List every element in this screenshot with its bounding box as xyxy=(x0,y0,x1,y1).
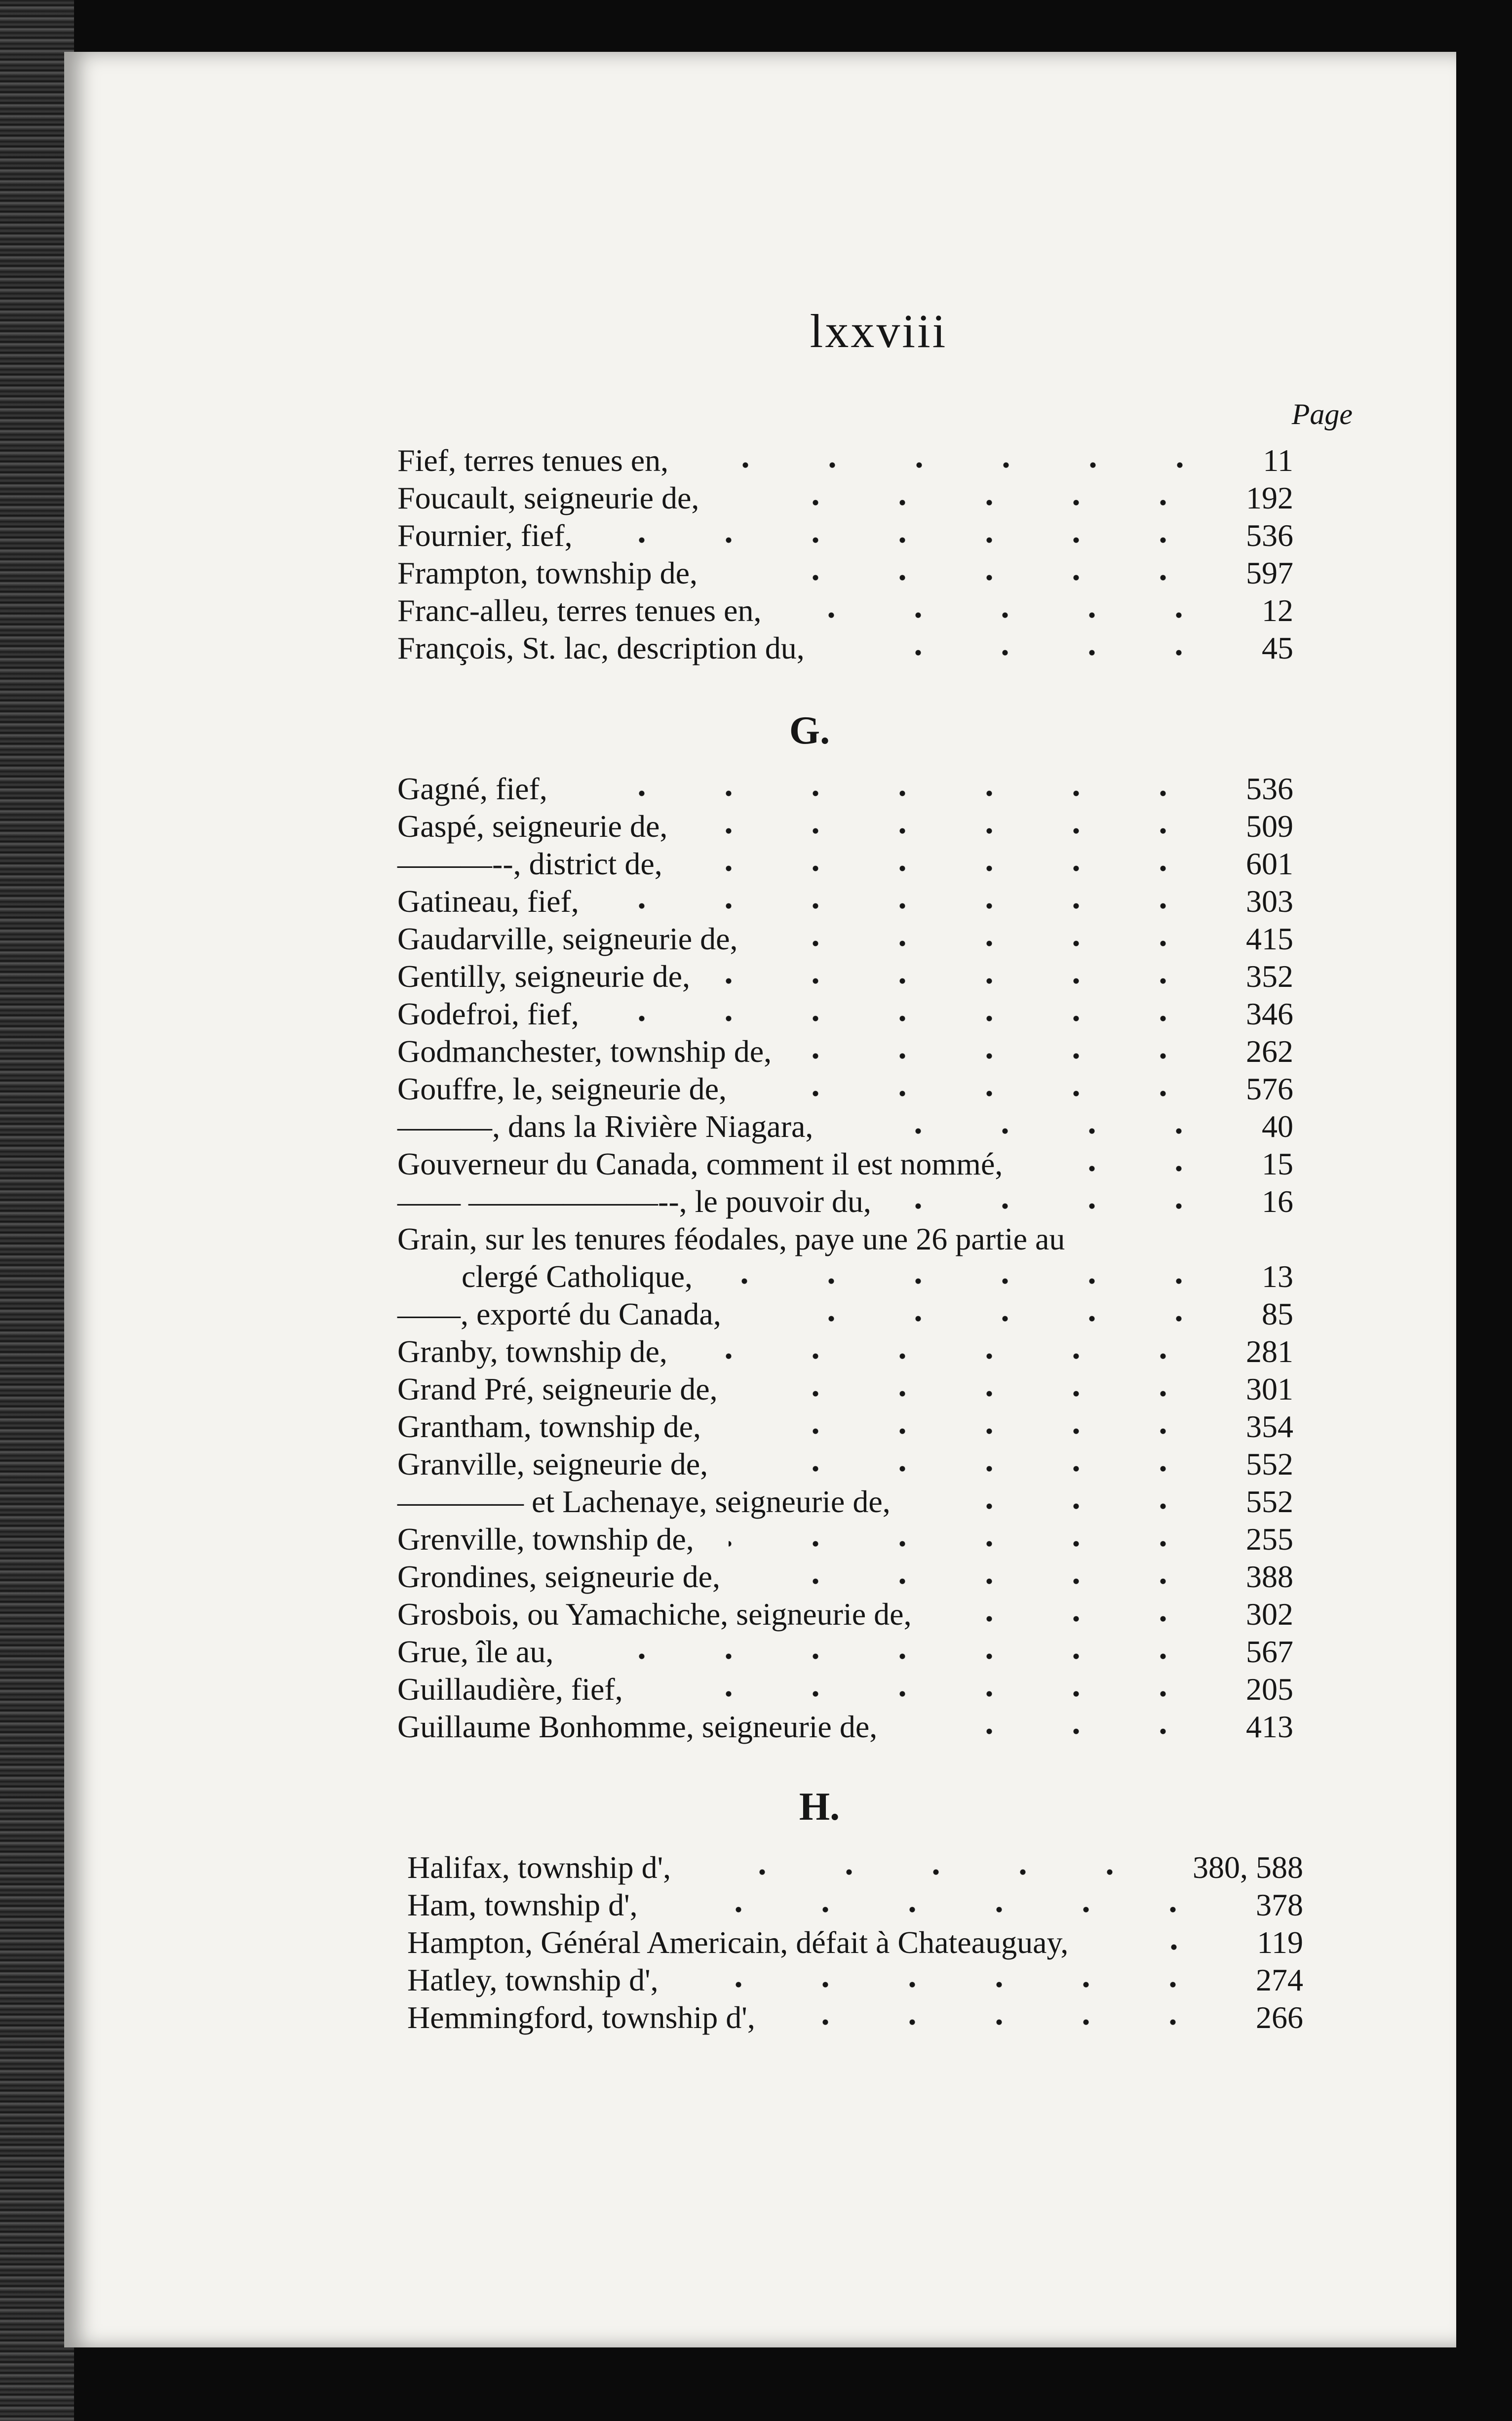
page-reference: 597 xyxy=(1246,555,1293,590)
dot-leader xyxy=(848,1108,1222,1145)
index-entry xyxy=(397,554,1293,592)
dot-leader xyxy=(755,1558,1206,1596)
index-entry xyxy=(397,1033,1293,1070)
dot-leader xyxy=(912,1708,1206,1746)
dot-leader xyxy=(614,883,1206,920)
index-entry xyxy=(397,1633,1293,1671)
index-entry xyxy=(397,1333,1293,1370)
entry-heading: Fournier, fief, xyxy=(397,518,573,553)
index-entry xyxy=(397,770,1293,808)
index-entry xyxy=(397,1671,1293,1708)
dot-leader xyxy=(614,995,1206,1033)
dot-leader xyxy=(607,517,1206,554)
page-reference: 388 xyxy=(1246,1559,1293,1594)
entry-heading: ———— et Lachenaye, seigneurie de, xyxy=(397,1484,891,1519)
index-section-h xyxy=(407,1849,1303,2036)
index-section-g xyxy=(397,770,1293,1746)
entry-heading: Guillaume Bonhomme, seigneurie de, xyxy=(397,1709,878,1744)
dot-leader xyxy=(756,1295,1222,1333)
page-reference: 302 xyxy=(1246,1597,1293,1632)
entry-heading: Ham, township d', xyxy=(407,1887,638,1922)
page-reference: 380, 588 xyxy=(1193,1850,1303,1885)
page-column-label: Page xyxy=(1291,398,1353,430)
entry-heading: Grantham, township de, xyxy=(397,1409,701,1444)
entry-heading: Gaspé, seigneurie de, xyxy=(397,809,668,844)
page-reference: 13 xyxy=(1262,1259,1293,1294)
index-entry xyxy=(397,1183,1293,1220)
entry-heading: Grondines, seigneurie de, xyxy=(397,1559,721,1594)
index-entry xyxy=(397,1483,1293,1521)
index-entry xyxy=(397,1558,1293,1596)
page-reference: 354 xyxy=(1246,1409,1293,1444)
entry-heading: Godefroi, fief, xyxy=(397,996,579,1031)
page-reference: 40 xyxy=(1262,1109,1293,1144)
dot-leader xyxy=(732,554,1206,592)
page-reference: 509 xyxy=(1246,809,1293,844)
entry-heading: Gentilly, seigneurie de, xyxy=(397,959,690,994)
entry-heading: Foucault, seigneurie de, xyxy=(397,480,699,515)
page-reference: 352 xyxy=(1246,959,1293,994)
entry-heading: Granby, township de, xyxy=(397,1334,667,1369)
page-reference: 301 xyxy=(1246,1371,1293,1406)
dot-leader xyxy=(588,1633,1206,1671)
entry-heading: Gouffre, le, seigneurie de, xyxy=(397,1071,727,1106)
page-reference: 274 xyxy=(1256,1962,1303,1997)
dot-leader xyxy=(702,1333,1206,1370)
page-reference: 536 xyxy=(1246,771,1293,806)
entry-heading: ——, exporté du Canada, xyxy=(397,1296,721,1331)
entry-heading: Hatley, township d', xyxy=(407,1962,659,1997)
page-reference: 415 xyxy=(1246,921,1293,956)
page-reference: 85 xyxy=(1262,1296,1293,1331)
index-entry xyxy=(397,479,1293,517)
entry-heading: Gouverneur du Canada, comment il est nommé, xyxy=(397,1146,1003,1181)
page-reference: 192 xyxy=(1246,480,1293,515)
dot-leader xyxy=(906,1183,1222,1220)
page-reference: 346 xyxy=(1246,996,1293,1031)
book-page xyxy=(64,52,1456,2347)
dot-leader xyxy=(697,845,1206,883)
entry-heading: Hemmingford, township d', xyxy=(407,2000,755,2035)
entry-heading: Halifax, township d', xyxy=(407,1850,671,1885)
index-entry xyxy=(397,1220,1293,1295)
page-reference: 16 xyxy=(1262,1184,1293,1219)
index-entry xyxy=(397,517,1293,554)
section-letter-h: H. xyxy=(799,1785,840,1829)
index-entry xyxy=(397,1108,1293,1145)
index-entry xyxy=(397,920,1293,958)
page-reference: 266 xyxy=(1256,2000,1303,2035)
dot-leader xyxy=(705,1849,1153,1886)
dot-leader xyxy=(773,920,1206,958)
dot-leader xyxy=(742,1445,1206,1483)
entry-heading: Guillaudière, fief, xyxy=(397,1672,623,1707)
page-reference: 552 xyxy=(1246,1446,1293,1482)
entry-heading: Grosbois, ou Yamachiche, seigneurie de, xyxy=(397,1597,912,1632)
index-entry xyxy=(397,883,1293,920)
index-entry xyxy=(397,592,1293,629)
entry-heading: Granville, seigneurie de, xyxy=(397,1446,708,1482)
index-entry xyxy=(397,1070,1293,1108)
index-entry xyxy=(397,808,1293,845)
entry-heading: Grand Pré, seigneurie de, xyxy=(397,1371,718,1406)
index-entry xyxy=(397,1295,1293,1333)
dot-leader xyxy=(761,1070,1206,1108)
page-reference: 205 xyxy=(1246,1672,1293,1707)
dot-leader xyxy=(946,1596,1206,1633)
page-reference: 552 xyxy=(1246,1484,1293,1519)
page-number: lxxviii xyxy=(810,305,948,357)
entry-heading: Gagné, fief, xyxy=(397,771,547,806)
index-entry xyxy=(397,1596,1293,1633)
page-reference: 601 xyxy=(1246,846,1293,881)
dot-leader xyxy=(839,629,1222,667)
dot-leader xyxy=(796,592,1222,629)
dot-leader xyxy=(703,442,1223,479)
page-reference: 281 xyxy=(1246,1334,1293,1369)
dot-leader xyxy=(1037,1145,1222,1183)
page-reference: 45 xyxy=(1262,630,1293,665)
page-reference: 119 xyxy=(1257,1925,1303,1960)
entry-continuation: clergé Catholique, xyxy=(462,1259,693,1294)
entry-heading: —— ——————--, le pouvoir du, xyxy=(397,1184,871,1219)
dot-leader xyxy=(734,479,1206,517)
index-entry xyxy=(397,1708,1293,1746)
page-reference: 262 xyxy=(1246,1034,1293,1069)
page-reference: 303 xyxy=(1246,884,1293,919)
index-entry xyxy=(397,1408,1293,1445)
page-reference: 378 xyxy=(1256,1887,1303,1922)
index-entry xyxy=(407,1924,1303,1961)
page-reference: 536 xyxy=(1246,518,1293,553)
entry-heading: Grain, sur les tenures féodales, paye une 26 partie au xyxy=(397,1221,1065,1256)
dot-leader xyxy=(806,1033,1206,1070)
index-entry xyxy=(397,958,1293,995)
entry-heading: Hampton, Général Americain, défait à Chateauguay, xyxy=(407,1925,1069,1960)
dot-leader xyxy=(925,1483,1206,1521)
entry-heading: Grue, île au, xyxy=(397,1634,554,1669)
entry-heading: ———, dans la Rivière Niagara, xyxy=(397,1109,814,1144)
dot-leader xyxy=(736,1408,1206,1445)
entry-heading: Frampton, township de, xyxy=(397,555,698,590)
entry-heading: Gatineau, fief, xyxy=(397,884,579,919)
index-entry xyxy=(397,442,1293,479)
dot-leader xyxy=(672,1886,1216,1924)
dot-leader xyxy=(658,1671,1206,1708)
book-binding-edge xyxy=(0,0,74,2421)
page-reference: 567 xyxy=(1246,1634,1293,1669)
index-entry xyxy=(407,1999,1303,2036)
entry-heading: Franc-alleu, terres tenues en, xyxy=(397,593,762,628)
index-entry xyxy=(397,1370,1293,1408)
page-reference: 576 xyxy=(1246,1071,1293,1106)
index-entry xyxy=(397,1145,1293,1183)
index-entry xyxy=(397,845,1293,883)
page-reference: 11 xyxy=(1263,443,1293,478)
dot-leader xyxy=(582,770,1206,808)
dot-leader xyxy=(752,1370,1206,1408)
index-entry xyxy=(397,629,1293,667)
entry-heading: ———--, district de, xyxy=(397,846,662,881)
section-letter-g: G. xyxy=(789,709,830,752)
index-entry xyxy=(397,1521,1293,1558)
dot-leader xyxy=(702,808,1206,845)
index-entry xyxy=(407,1886,1303,1924)
page-reference: 413 xyxy=(1246,1709,1293,1744)
index-entry xyxy=(397,995,1293,1033)
index-entry xyxy=(397,1445,1293,1483)
dot-leader xyxy=(725,958,1206,995)
page-reference: 12 xyxy=(1262,593,1293,628)
dot-leader xyxy=(727,1258,1222,1295)
index-entry xyxy=(407,1961,1303,1999)
dot-leader xyxy=(1103,1924,1217,1961)
entry-heading: Godmanchester, township de, xyxy=(397,1034,772,1069)
page-reference: 15 xyxy=(1262,1146,1293,1181)
entry-heading: Gaudarville, seigneurie de, xyxy=(397,921,738,956)
entry-heading: Grenville, township de, xyxy=(397,1522,694,1557)
dot-leader xyxy=(729,1521,1206,1558)
dot-leader xyxy=(693,1961,1216,1999)
entry-heading: François, St. lac, description du, xyxy=(397,630,805,665)
index-entry xyxy=(407,1849,1303,1886)
dot-leader xyxy=(790,1999,1216,2036)
entry-heading: Fief, terres tenues en, xyxy=(397,443,669,478)
page-reference: 255 xyxy=(1246,1522,1293,1557)
index-section-f xyxy=(397,442,1293,667)
